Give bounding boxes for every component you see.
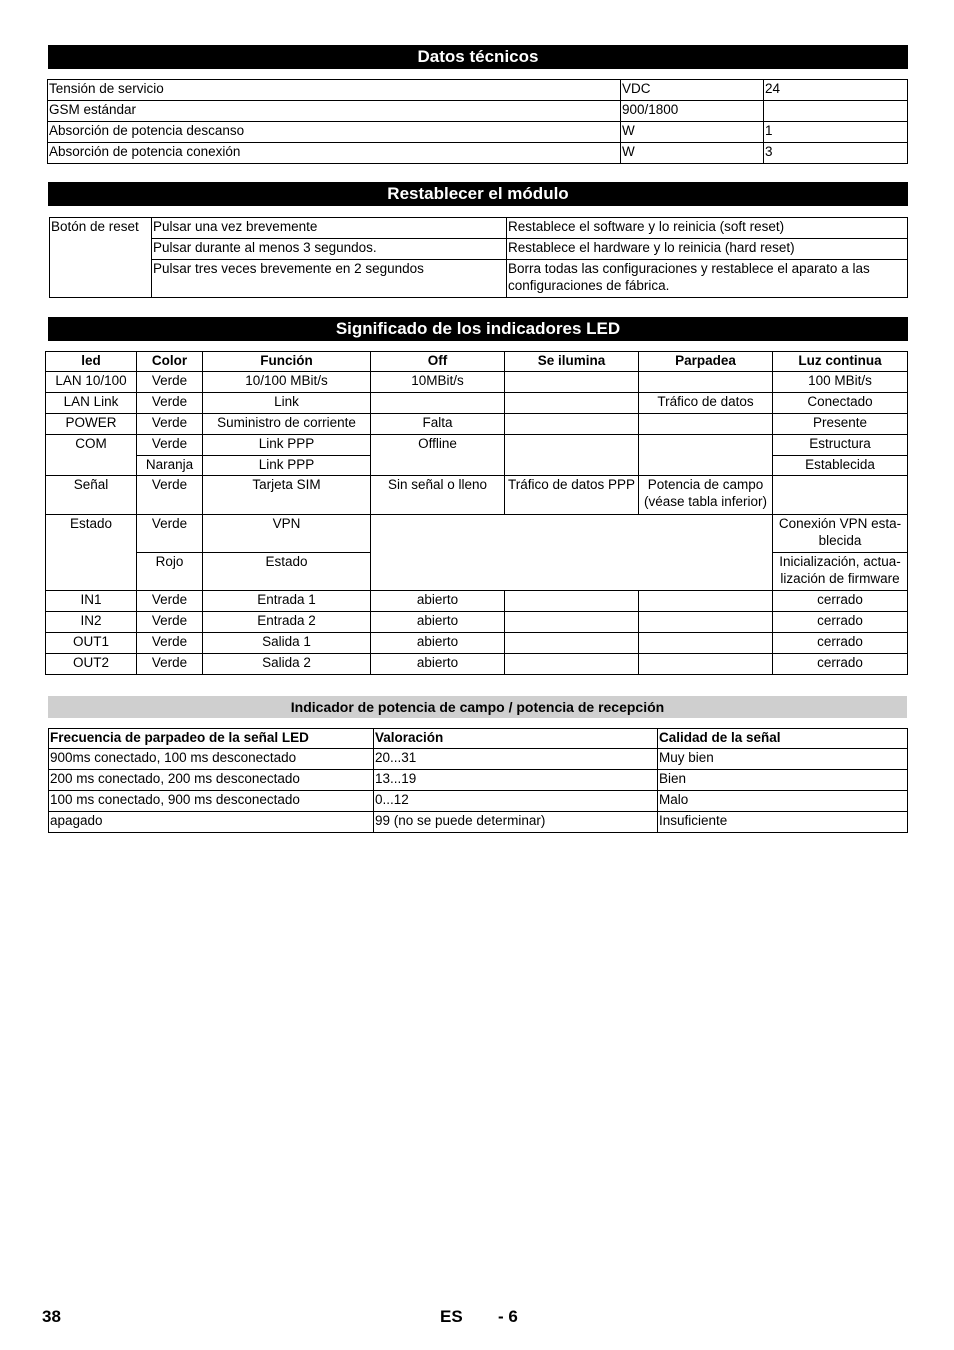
- reset-result: Borra todas las configuraciones y restablece el aparato a las configuraciones de fábrica.: [507, 260, 908, 298]
- led-io-cell: cerrado: [773, 612, 908, 633]
- datos-tecnicos-table: [47, 79, 908, 164]
- led-cell: Verde: [137, 414, 203, 435]
- led-cell: Link: [203, 393, 371, 414]
- led-cell: Presente: [773, 414, 908, 435]
- datos-tecnicos-row: [48, 122, 908, 143]
- led-io-cell: Verde: [137, 591, 203, 612]
- led-cell: [371, 393, 505, 414]
- led-cell: Conectado: [773, 393, 908, 414]
- led-cell: Tarjeta SIM: [203, 476, 371, 515]
- reset-action: Pulsar tres veces brevemente en 2 segundos: [152, 260, 507, 298]
- led-io-cell: [639, 612, 773, 633]
- reset-action: Pulsar durante al menos 3 segundos.: [152, 239, 507, 260]
- datos-tecnicos-cell: 24: [764, 80, 908, 101]
- led-header: Se ilumina: [505, 352, 639, 372]
- datos-tecnicos-cell: Absorción de potencia descanso: [48, 122, 621, 143]
- section-title-datos-tecnicos: Datos técnicos: [48, 45, 908, 69]
- led-cell: [505, 393, 639, 414]
- potencia-header: Calidad de la señal: [658, 729, 908, 749]
- led-io-cell: Verde: [137, 612, 203, 633]
- datos-tecnicos-cell: W: [621, 143, 764, 164]
- led-io-row: [46, 654, 908, 675]
- led-cell: 100 MBit/s: [773, 372, 908, 393]
- led-cell: COM: [46, 435, 137, 476]
- potencia-row: [49, 749, 908, 770]
- led-io-cell: cerrado: [773, 633, 908, 654]
- datos-tecnicos-cell: W: [621, 122, 764, 143]
- led-cell: Estructura: [773, 435, 908, 456]
- led-table: [45, 351, 908, 675]
- datos-tecnicos-cell: VDC: [621, 80, 764, 101]
- potencia-cell: 0...12: [374, 791, 658, 812]
- potencia-row: [49, 770, 908, 791]
- led-io-row: [46, 612, 908, 633]
- led-header: led: [46, 352, 137, 372]
- led-io-cell: abierto: [371, 612, 505, 633]
- datos-tecnicos-row: [48, 101, 908, 122]
- led-cell: [505, 372, 639, 393]
- reset-button-label: Botón de reset: [50, 218, 152, 298]
- potencia-cell: 200 ms conectado, 200 ms desconectado: [49, 770, 374, 791]
- potencia-row: [49, 812, 908, 833]
- section-title-led: Significado de los indicadores LED: [48, 317, 908, 341]
- led-cell: Sin señal o lleno: [371, 476, 505, 515]
- led-cell: POWER: [46, 414, 137, 435]
- led-io-cell: [505, 633, 639, 654]
- led-cell: [505, 435, 639, 476]
- datos-tecnicos-cell: Absorción de potencia conexión: [48, 143, 621, 164]
- led-cell: Inicialización, actua-lización de firmware: [773, 553, 908, 591]
- led-cell: [639, 435, 773, 476]
- reset-table: [49, 217, 908, 298]
- led-row-com: [46, 435, 908, 456]
- led-header: Color: [137, 352, 203, 372]
- potencia-cell: 900ms conectado, 100 ms desconectado: [49, 749, 374, 770]
- led-io-row: [46, 591, 908, 612]
- led-cell: Conexión VPN esta-blecida: [773, 515, 908, 553]
- led-row-power: [46, 414, 908, 435]
- language-code: ES: [440, 1307, 463, 1326]
- led-cell-empty: [371, 515, 773, 591]
- led-cell: Suministro de corriente: [203, 414, 371, 435]
- led-cell: Verde: [137, 435, 203, 456]
- led-cell: Verde: [137, 393, 203, 414]
- reset-result: Restablece el hardware y lo reinicia (hard reset): [507, 239, 908, 260]
- potencia-header: Frecuencia de parpadeo de la señal LED: [49, 729, 374, 749]
- led-io-cell: [505, 612, 639, 633]
- led-cell: Offline: [371, 435, 505, 476]
- led-cell: LAN 10/100: [46, 372, 137, 393]
- led-io-cell: Salida 1: [203, 633, 371, 654]
- potencia-cell: Bien: [658, 770, 908, 791]
- led-cell: Tráfico de datos: [639, 393, 773, 414]
- led-cell: [639, 414, 773, 435]
- led-io-cell: Verde: [137, 633, 203, 654]
- led-io-cell: Verde: [137, 654, 203, 675]
- datos-tecnicos-cell: 3: [764, 143, 908, 164]
- led-io-cell: [505, 591, 639, 612]
- led-cell: Naranja: [137, 456, 203, 476]
- led-cell: Potencia de campo (véase tabla inferior): [639, 476, 773, 515]
- led-io-cell: abierto: [371, 654, 505, 675]
- potencia-cell: 13...19: [374, 770, 658, 791]
- led-io-row: [46, 633, 908, 654]
- datos-tecnicos-cell: GSM estándar: [48, 101, 621, 122]
- led-io-cell: cerrado: [773, 591, 908, 612]
- datos-tecnicos-cell: 900/1800: [621, 101, 764, 122]
- led-row-estado: [46, 515, 908, 553]
- led-io-cell: cerrado: [773, 654, 908, 675]
- led-io-cell: IN2: [46, 612, 137, 633]
- led-cell: Señal: [46, 476, 137, 515]
- led-cell: Verde: [137, 476, 203, 515]
- section-title-potencia: Indicador de potencia de campo / potencia de recepción: [48, 696, 907, 718]
- datos-tecnicos-row: [48, 143, 908, 164]
- led-cell: Establecida: [773, 456, 908, 476]
- datos-tecnicos-cell: [764, 101, 908, 122]
- led-io-cell: Entrada 1: [203, 591, 371, 612]
- led-io-cell: [505, 654, 639, 675]
- led-cell: Tráfico de datos PPP: [505, 476, 639, 515]
- datos-tecnicos-cell: 1: [764, 122, 908, 143]
- datos-tecnicos-row: [48, 80, 908, 101]
- potencia-cell: 20...31: [374, 749, 658, 770]
- led-cell: 10/100 MBit/s: [203, 372, 371, 393]
- led-cell: Estado: [203, 553, 371, 591]
- led-io-cell: abierto: [371, 633, 505, 654]
- led-cell: Estado: [46, 515, 137, 591]
- led-io-cell: Salida 2: [203, 654, 371, 675]
- led-cell: LAN Link: [46, 393, 137, 414]
- led-header: Luz continua: [773, 352, 908, 372]
- led-io-cell: OUT1: [46, 633, 137, 654]
- page-number: 38: [42, 1307, 61, 1326]
- led-cell: [505, 414, 639, 435]
- led-cell: [639, 372, 773, 393]
- led-cell: Link PPP: [203, 435, 371, 456]
- datos-tecnicos-cell: Tensión de servicio: [48, 80, 621, 101]
- led-cell: Link PPP: [203, 456, 371, 476]
- led-cell: Rojo: [137, 553, 203, 591]
- led-row-senal: [46, 476, 908, 515]
- led-header: Función: [203, 352, 371, 372]
- sub-page: - 6: [498, 1307, 518, 1326]
- led-cell: Verde: [137, 372, 203, 393]
- potencia-cell: apagado: [49, 812, 374, 833]
- reset-result: Restablece el software y lo reinicia (soft reset): [507, 218, 908, 239]
- led-header: Off: [371, 352, 505, 372]
- section-title-restablecer: Restablecer el módulo: [48, 182, 908, 206]
- led-io-cell: Entrada 2: [203, 612, 371, 633]
- led-cell: Falta: [371, 414, 505, 435]
- led-io-cell: OUT2: [46, 654, 137, 675]
- potencia-cell: 100 ms conectado, 900 ms desconectado: [49, 791, 374, 812]
- led-cell: VPN: [203, 515, 371, 553]
- potencia-cell: 99 (no se puede determinar): [374, 812, 658, 833]
- led-row-lanlink: [46, 393, 908, 414]
- led-row-lan100: [46, 372, 908, 393]
- led-io-cell: [639, 654, 773, 675]
- potencia-cell: Malo: [658, 791, 908, 812]
- reset-action: Pulsar una vez brevemente: [152, 218, 507, 239]
- led-cell: Verde: [137, 515, 203, 553]
- potencia-row: [49, 791, 908, 812]
- potencia-cell: Muy bien: [658, 749, 908, 770]
- led-io-cell: [639, 633, 773, 654]
- potencia-table: [48, 728, 908, 833]
- potencia-header: Valoración: [374, 729, 658, 749]
- led-cell: [773, 476, 908, 515]
- potencia-cell: Insuficiente: [658, 812, 908, 833]
- led-io-cell: [639, 591, 773, 612]
- led-cell: 10MBit/s: [371, 372, 505, 393]
- led-io-cell: IN1: [46, 591, 137, 612]
- led-header: Parpadea: [639, 352, 773, 372]
- led-io-cell: abierto: [371, 591, 505, 612]
